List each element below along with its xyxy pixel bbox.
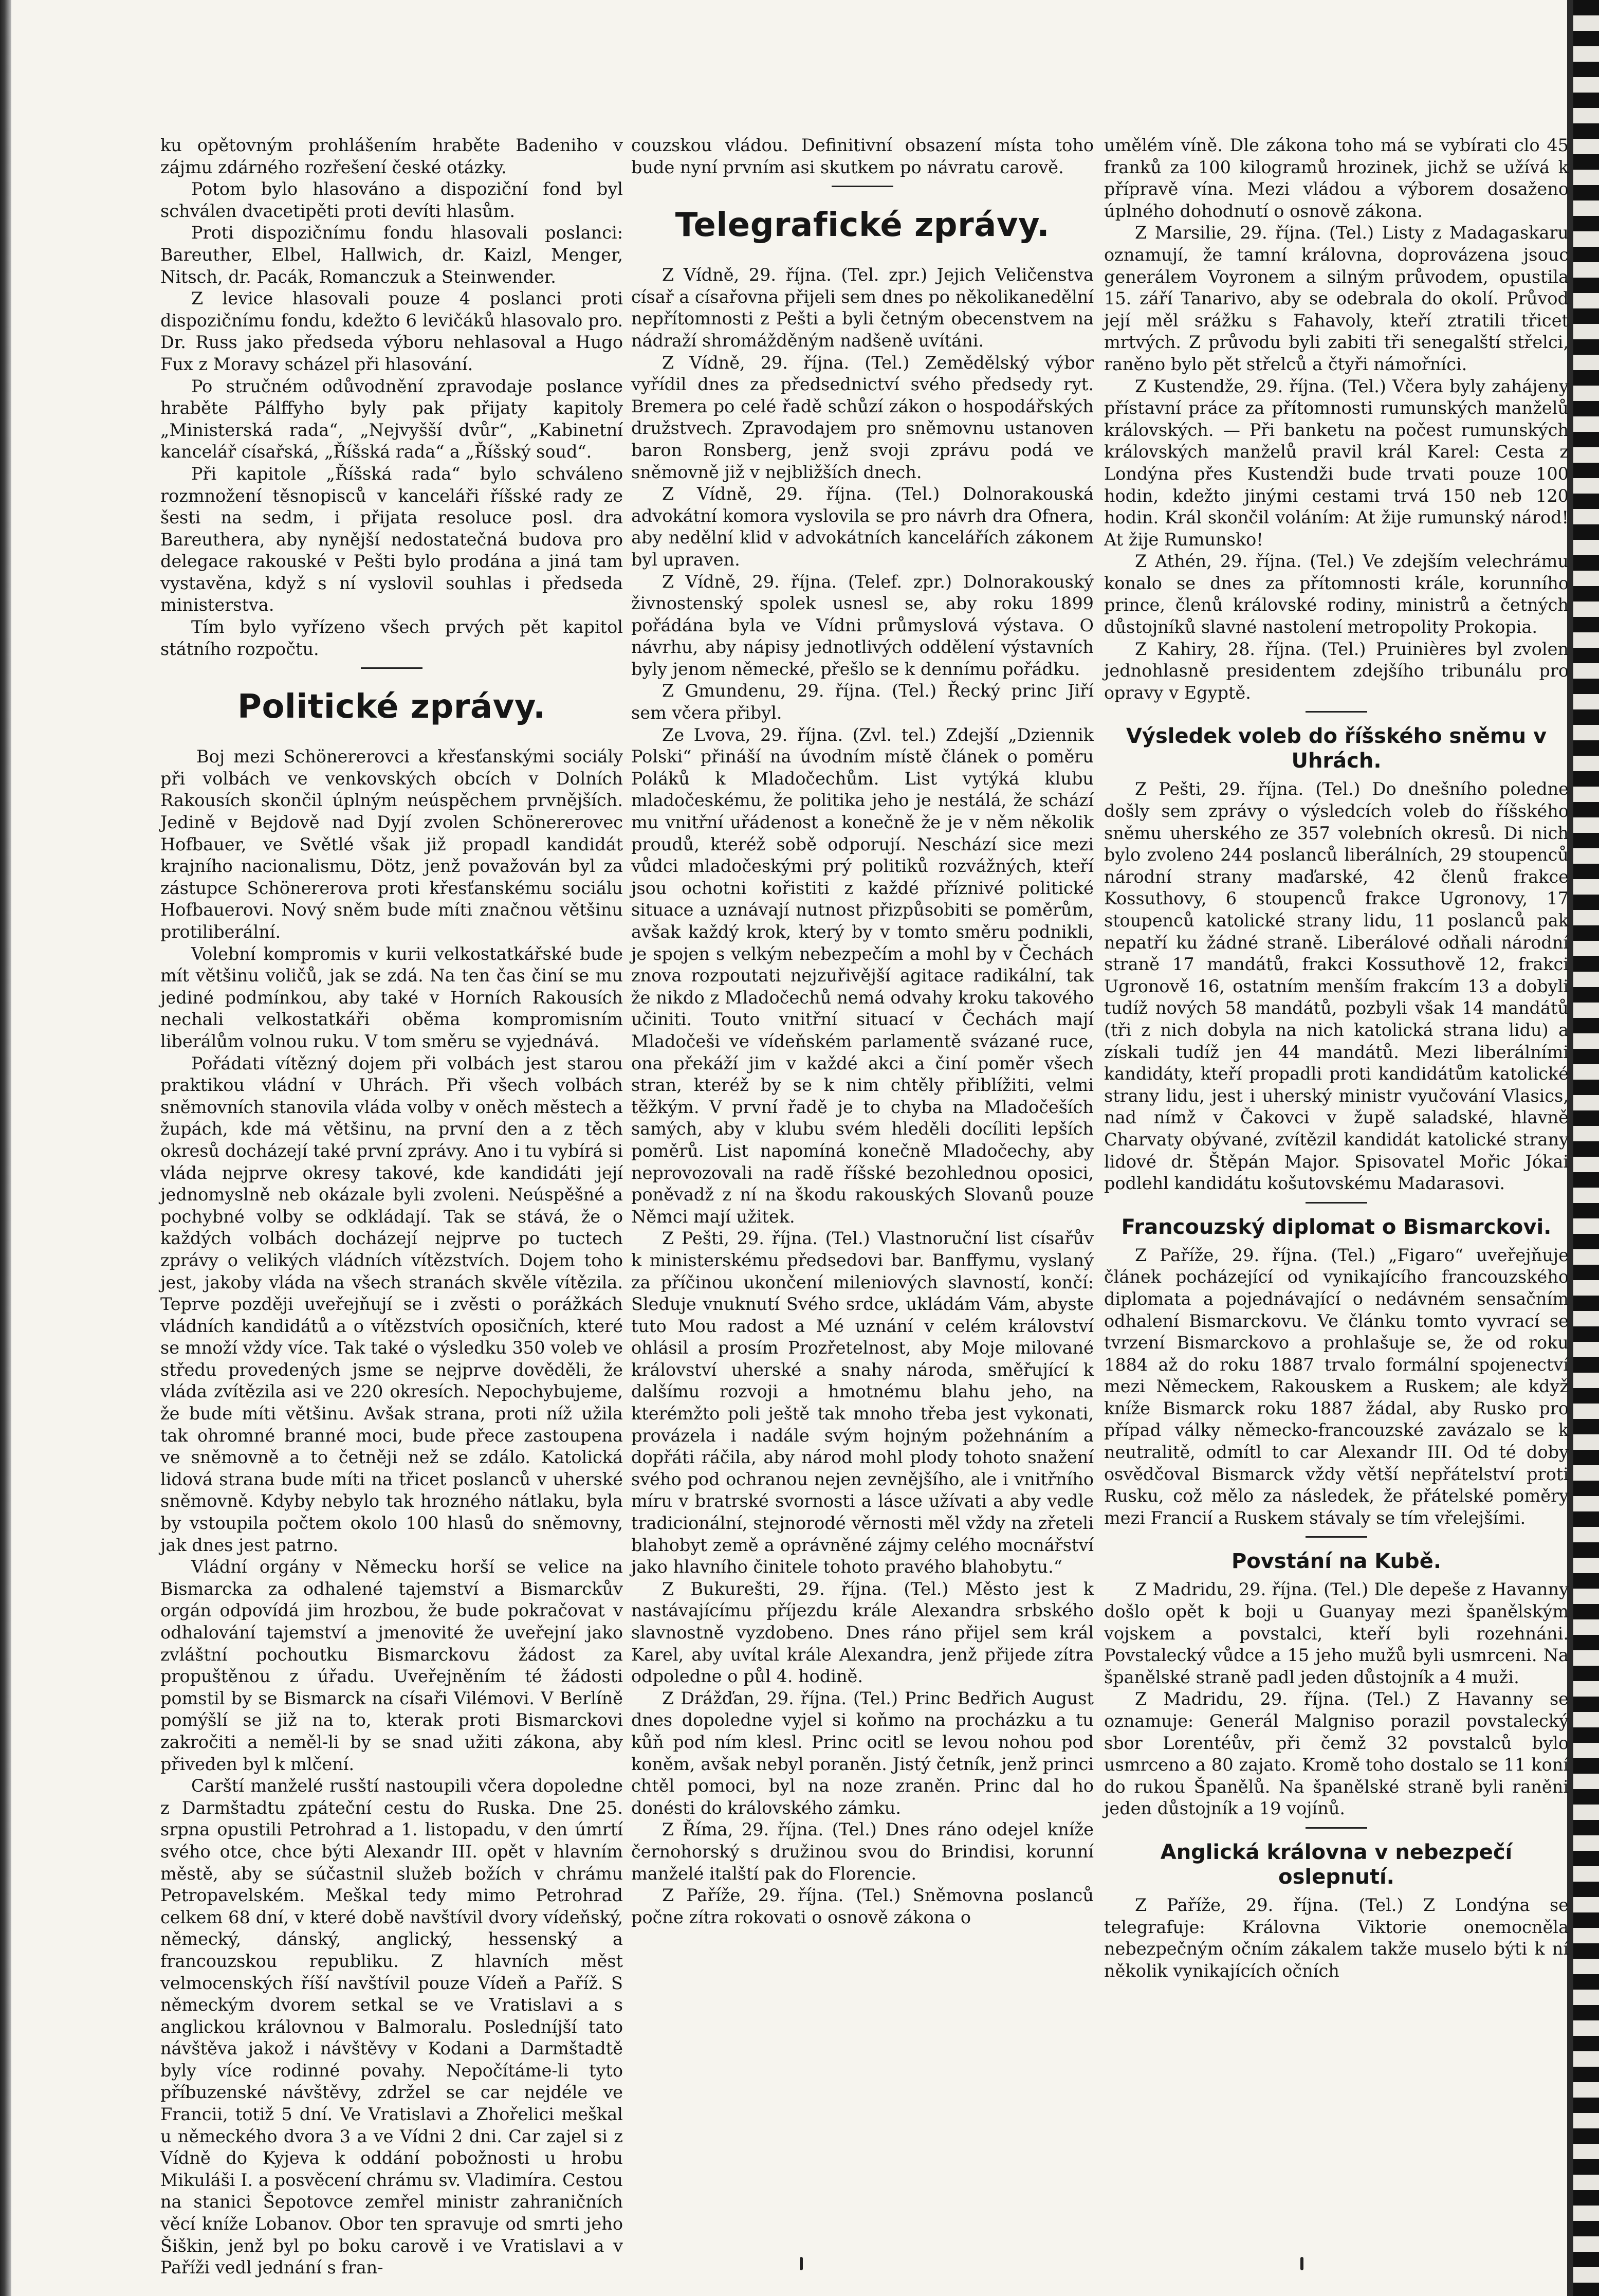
paragraph: Z Vídně, 29. října. (Tel.) Zemědělský výbor vyřídil dnes za předsednictví svého předsedy ryt. Bremera po celé řadě schůzí zákon o hospodářských družstvech. Zpravodajem pro sněmovnu ustanoven baron Ronsberg, jenž svoji zprávu podá ve sněmovně již v nejbližších dnech.	[631, 352, 1094, 482]
paragraph: ku opětovným prohlášením hraběte Badeniho v zájmu zdárného rozřešení české otázky.	[160, 135, 623, 177]
paragraph: Boj mezi Schönererovci a křesťanskými sociály při volbách ve venkovských obcích v Dolních Rakousích skončil úplným neúspěchem prvnějších. Jedině v Bejdově nad Dyjí zvolen Schönererovec Hofbauer, ve Světlé však již propadl kandidát krajního nacionalismu, Dötz, jenž považován byl za zástupce Schönererova proti křesťanskému sociálu Hofbauerovi. Nový sněm bude míti značnou většinu protiliberální.	[160, 746, 623, 942]
paragraph: Z Říma, 29. října. (Tel.) Dnes ráno odejel kníže černohorský s družinou svou do Brindisi, korunní manželé italští pak do Florencie.	[631, 1819, 1094, 1884]
paragraph: Z Paříže, 29. října. (Tel.) „Figaro“ uveřejňuje článek pocházející od vynikajícího francouzského diplomata a pojednávající o nedávném sensačním odhalení Bismarckovu. Ve článku tomto vyvrací se tvrzení Bismarckovo a prohlašuje se, že od roku 1884 až do roku 1887 trvalo formální spojenectví mezi Německem, Rakouskem a Ruskem; ale když kníže Bismarck roku 1887 žádal, aby Rusko pro případ války německo-francouzské zavázalo se k neutralitě, odmítl to car Alexandr III. Od té doby osvědčoval Bismarck vždy větší nepřátelství proti Rusku, což mělo za následek, že přátelské poměry mezi Francií a Ruskem stávaly se tím vřelejšími.	[1104, 1245, 1569, 1528]
section-title-telegraficke-zpravy: Telegrafické zprávy.	[675, 206, 1050, 245]
paragraph: umělém víně. Dle zákona toho má se vybírati clo 45 franků za 100 kilogramů hrozinek, jichž se užívá k přípravě vína. Mezi vládou a výborem dosaženo úplného dohodnutí o osnově zákona.	[1104, 135, 1569, 221]
paragraph: Z Vídně, 29. října. (Telef. zpr.) Dolnorakouský živnostenský spolek usnesl se, aby roku 1899 pořádána byla ve Vídni průmyslová výstava. O návrhu, aby nápisy jednotlivých oddělení výstavních byly jenom německé, přešlo se k dennímu pořádku.	[631, 571, 1094, 679]
paragraph: Z Madridu, 29. října. (Tel.) Z Havanny se oznamuje: Generál Malgniso porazil povstalecký sbor Lorentéův, při čemž 32 povstalců bylo usmrceno a 80 zajato. Kromě toho dostalo se 11 koní do rukou Španělů. Na španělské straně byli raněni jeden důstojník a 19 vojínů.	[1104, 1689, 1569, 1819]
section-title-politicke-zpravy: Politické zprávy.	[237, 688, 546, 726]
heading-francouzsky-diplomat: Francouzský diplomat o Bismarckovi.	[1121, 1215, 1552, 1239]
paragraph: Potom bylo hlasováno a dispoziční fond byl schválen dvacetipěti proti devíti hlasům.	[160, 179, 623, 221]
heading-povstani-na-kube: Povstání na Kubě.	[1231, 1550, 1442, 1574]
scan-mark	[1300, 2257, 1303, 2270]
paragraph: Proti dispozičnímu fondu hlasovali poslanci: Bareuther, Elbel, Hallwich, dr. Kaizl, Menger, Nitsch, dr. Pacák, Romanczuk a Steinwender.	[160, 223, 623, 287]
paragraph: Po stručném odůvodnění zpravodaje poslance hraběte Pálffyho byly pak přijaty kapitoly „Ministerská rada“, „Nejvyšší dvůr“, „Kabinetní kancelář císařská, „Říšská rada“ a „Říšský soud“.	[160, 376, 623, 462]
paragraph: Z Drážďan, 29. října. (Tel.) Princ Bedřich August dnes dopoledne vyjel si koňmo na procházku a tu kůň pod ním klesl. Princ ocitl se levou nohou pod koněm, avšak nebyl poraněn. Jistý četník, jenž princi chtěl pomoci, byl na noze zraněn. Princ dal ho donésti do královského zámku.	[631, 1688, 1094, 1818]
paragraph: couzskou vládou. Definitivní obsazení místa toho bude nyní prvním asi skutkem po návratu carově.	[631, 135, 1094, 177]
scan-left-edge	[0, 0, 11, 2296]
scan-right-edge	[1573, 0, 1599, 2296]
scan-footer-marks	[0, 2257, 1599, 2277]
paragraph: Z Kustendže, 29. října. (Tel.) Včera byly zahájeny přístavní práce za přítomnosti rumunských manželů královských. — Při banketu na počest rumunských královských manželů pravil král Karel: Cesta z Londýna přes Kustendži bude trvati pouze 100 hodin, kdežto jinými cestami trvá 150 neb 120 hodin. Král skončil voláním: At žije rumunský národ! At žije Rumunsko!	[1104, 376, 1569, 550]
paragraph: Tím bylo vyřízeno všech prvých pět kapitol státního rozpočtu.	[160, 617, 623, 659]
paragraph: Pořádati vítězný dojem při volbách jest starou praktikou vládní v Uhrách. Při všech volbách sněmovních stanovila vláda volby v oněch městech a župách, kde má většinu, na první den a z těch okresů docházejí také první zprávy. Ano i tu vybírá si vláda nejprve okresy takové, kde kandidáti její jednomyslně neb okázale byli zvoleni. Neúspěšné a pochybné volby se odkládají. Tak se stává, že o každých volbách docházejí nejprve po tuctech zprávy o velikých vládních vítězstvích. Dojem toho jest, jakoby vláda na všech stranách skvěle vítězila. Teprve později uveřejňují se i zvěsti o porážkách vládních kandidátů a o vítězstvích oposičních, které se množí vždy více. Tak také o výsledku 350 voleb ve středu provedených jsme se nejprve dověděli, že vláda zvítězila asi ve 220 okresích. Nepochybujeme, že bude míti většinu. Avšak strana, proti níž užila tak ohromné branné moci, bude přece zastoupena ve sněmovně a to četněji než se zdálo. Katolická lidová strana bude míti na třicet poslanců v uherské sněmovně. Kdyby nebylo tak hrozného nátlaku, byla by vstoupila počtem okolo 100 hlasů do sněmovny, jak dnes jest patrno.	[160, 1053, 623, 1555]
divider	[361, 667, 422, 669]
paragraph: Z Athén, 29. října. (Tel.) Ve zdejším velechrámu konalo se dnes za přítomnosti krále, korunního prince, členů královské rodiny, ministrů a četných důstojníků slavné nastolení metropolity Prokopia.	[1104, 551, 1569, 637]
paragraph: Z Pešti, 29. října. (Tel.) Do dnešního poledne došly sem zprávy o výsledcích voleb do říšského sněmu uherského ze 357 volebních okresů. Di nich bylo zvoleno 244 poslanců liberálních, 29 stoupenců národní strany maďarské, 42 členů frakce Kossuthovy, 6 stoupenců frakce Ugronovy, 17 stoupenců katolické strany lidu, 11 poslanců pak nepatří ku žádné straně. Liberálové odňali národní straně 17 mandátů, frakci Kossuthově 12, frakci Ugronově 16, ostatním menším frakcím 13 a dobyli tudíž nových 58 mandátů, pozbyli však 14 mandátů (tři z nich dobyla na nich katolická strana lidu) a získali tudíž jen 44 mandátů. Mezi liberálními kandidáty, kteří propadli proti kandidátům katolické strany lidu, jest i uherský ministr vyučování Vlasics, nad nímž v Čakovci v župě saladské, hlavně Charvaty obývané, zvítězil kandidát katolické strany lidové dr. Štěpán Major. Spisovatel Mořic Jókai podlehl kandidátu košutovskému Madarasovi.	[1104, 779, 1569, 1194]
paragraph: Z Marsilie, 29. října. (Tel.) Listy z Madagaskaru oznamují, že tamní královna, doprovázena jsouc generálem Voyronem a silným průvodem, opustila 15. září Tanarivo, aby se odebrala do okolí. Průvod její měl srážku s Fahavoly, kteří ztratili třicet mrtvých. Z průvodu byli zabiti tři senegalští střelci, raněno bylo pět střelců a čtyři námořníci.	[1104, 223, 1569, 374]
column-3	[1104, 135, 1569, 2171]
paragraph: Z Vídně, 29. října. (Tel.) Dolnorakouská advokátní komora vyslovila se pro návrh dra Ofnera, aby nedělní klid v advokátních kancelářích zákonem byl upraven.	[631, 484, 1094, 570]
paragraph: Z Pešti, 29. října. (Tel.) Vlastnoruční list císařův k ministerskému předsedovi bar. Banffymu, vyslaný za příčinou ukončení mileniových slavností, končí: Sleduje vnuknutí Svého srdce, ukládám Vám, abyste tuto Mou radost a Mé uznání v celém království ohlásil a prosím Prozřetelnost, aby Moje milované království uherské a snahy národa, směřující k dalšímu rozvoji a hmotnému blahu jeho, na kterémžto poli ještě tak mnoho třeba jest vykonati, provázela i nadále svým hojným požehnáním a dopřáti ráčila, aby národ mohl plody tohoto snažení svého pod ochranou nejen zevnějšího, ale i vnitřního míru v bratrské svornosti a lásce užívati a aby vedle tradicionální, stejnorodé věrnosti měl vždy na zřeteli blahobyt země a oprávněné zájmy celého mocnářství jako hlavního činitele tohoto pravého blahobytu.“	[631, 1228, 1094, 1577]
column-1	[160, 135, 623, 2278]
paragraph: Z levice hlasovali pouze 4 poslanci proti dispozičnímu fondu, kdežto 6 levičáků hlasovalo pro. Dr. Russ jako předseda výboru nehlasoval a Hugo Fux z Moravy scházel při hlasování.	[160, 288, 623, 374]
paragraph: Ze Lvova, 29. října. (Zvl. tel.) Zdejší „Dziennik Polski“ přináší na úvodním místě článek o poměru Poláků k Mladočechům. List vytýká klubu mladočeskému, že politika jeho je nestálá, že schází mu vnitřní uřádenost a konečně že je v něm několik proudů, kteréž sobě odporují. Neschází sice mezi vůdci mladočeskými prý politiků rozvážných, kteří jsou ochotni kořistiti z každé příznivé politické situace a uznávají nutnost přizpůsobiti se poměrům, avšak každý krok, který by v tomto směru podnikli, je spojen s velkým nebezpečím a mohl by v Čechách znova rozpoutati nejzuřivější agitace radikální, tak že nikdo z Mladočechů nemá odvahy kroku takového učiniti. Touto vnitřní situací v Čechách mají Mladočeši ve vídeňském parlamentě svázané ruce, ona překáží jim v každé akci a činí poměr všech stran, kteréž by se k nim chtěly přiblížiti, velmi těžkým. V první řadě je to chyba na Mladočeších samých, aby v klubu svém hleděli docíliti lepších poměrů. List napomíná konečně Mladočechy, aby neprovozovali na radě říšské bezohlednou oposici, poněvadž z ní na škodu rakouských Slovanů pouze Němci mají užitek.	[631, 724, 1094, 1227]
divider	[1306, 711, 1367, 713]
column-2	[631, 135, 1094, 2171]
scan-mark	[800, 2257, 803, 2270]
divider	[1306, 1202, 1367, 1204]
paragraph: Z Vídně, 29. října. (Tel. zpr.) Jejich Veličenstva císař a císařovna přijeli sem dnes po několikanedělní nepřítomnosti z Pešti a byli četným obecenstvem na nádraží shromážděným nadšeně uvítáni.	[631, 265, 1094, 351]
paragraph: Při kapitole „Říšská rada“ bylo schváleno rozmnožení těsnopisců v kanceláři říšské rady ze šesti na sedm, i přijata resoluce posl. dra Bareuthera, aby nynější nedostatečná budova pro delegace rakouské v Pešti bylo prodána a jiná tam vystavěna, když s ní vyslovil souhlas i předseda ministerstva.	[160, 463, 623, 615]
paragraph: Z Madridu, 29. října. (Tel.) Dle depeše z Havanny došlo opět k boji u Guanyay mezi španělským vojskem a povstalci, kteří byli rozehnáni. Povstalecký vůdce a 15 jeho mužů byli usmrceni. Na španělské straně padl jeden důstojník a 4 muži.	[1104, 1579, 1569, 1687]
paragraph: Carští manželé rusští nastoupili včera dopoledne z Darmštadtu zpáteční cestu do Ruska. Dne 25. srpna opustili Petrohrad a 1. listopadu, v den úmrtí svého otce, chce býti Alexandr III. opět v hlavním městě, aby se súčastnil služeb božích v chrámu Petropavelském. Meškal tedy mimo Petrohrad celkem 68 dní, v které době navštívil dvory vídeňský, německý, dánský, anglický, hessenský a francouzskou republiku. Z hlavních měst velmocenských říší navštívil pouze Vídeň a Paříž. S německým dvorem setkal se ve Vratislavi a s anglickou královnou v Balmoralu. Posledníjší tato návštěva jakož i návštěvy v Kodani a Darmštadtě byly více rodinné povahy. Nepočítáme-li tyto příbuzenské návštěvy, zdržel se car nejdéle ve Francii, totiž 5 dní. Ve Vratislavi a Zhořelici meškal u německého dvora 3 a ve Vídni 2 dni. Car zajel si z Vídně do Kyjeva k oddání pobožnosti u hrobu Mikuláši I. a posvěcení chrámu sv. Vladimíra. Cestou na stanici Šepotovce zemřel ministr zahraničních věcí kníže Lobanov. Obor ten spravuje od smrti jeho Šiškin, jenž byl po boku carově i ve Vratislavi a v Paříži vedl jednání s fran-	[160, 1776, 623, 2278]
heading-vysledek-voleb: Výsledek voleb do říšského sněmu v Uhrách.	[1126, 724, 1547, 773]
paragraph: Z Paříže, 29. října. (Tel.) Sněmovna poslanců počne zítra rokovati o osnově zákona o	[631, 1885, 1094, 1927]
paragraph: Z Gmundenu, 29. října. (Tel.) Řecký princ Jiří sem včera přibyl.	[631, 681, 1094, 723]
heading-anglicka-kralovna: Anglická královna v nebezpečí oslepnutí.	[1160, 1840, 1513, 1889]
divider	[1306, 1536, 1367, 1538]
paragraph: Volební kompromis v kurii velkostatkářské bude mít většinu voličů, jak se zdá. Na ten čas činí se mu jediné podmínkou, aby také v Horních Rakousích nechali velkostatkáři oběma kompromisním liberálům volnou ruku. V tom směru se vyjednává.	[160, 943, 623, 1051]
divider	[1306, 1827, 1367, 1829]
paragraph: Z Paříže, 29. října. (Tel.) Z Londýna se telegrafuje: Královna Viktorie onemocněla nebezpečným očním zákalem takže muselo býti k ní několik vynikajících očních	[1104, 1894, 1569, 1981]
paragraph: Z Bukurešti, 29. října. (Tel.) Město jest k nastávajícímu příjezdu krále Alexandra srbského slavnostně vyzdobeno. Dnes ráno přijel sem král Karel, aby uvítal krále Alexandra, jenž přijede zítra odpoledne o půl 4. hodině.	[631, 1578, 1094, 1687]
paragraph: Z Kahiry, 28. října. (Tel.) Pruinières byl zvolen jednohlasně presidentem zdejšího tribunálu pro opravy v Egyptě.	[1104, 639, 1569, 703]
divider	[832, 186, 893, 187]
paragraph: Vládní orgány v Německu horší se velice na Bismarcka za odhalené tajemství a Bismarckův orgán odpovídá jim hrozbou, že bude pokračovat v odhalování tajemství a jmenovité že uveřejní jako zvláštní pochoutku Bismarckovu žádost za propuštěnou z úřadu. Uveřejněním té žádosti pomstil by se Bismarck na císaři Vilémovi. V Berlíně pomýšlí se již na to, kterak proti Bismarckovi zakročiti a neměl-li by se snad užiti zákona, aby přiveden byl k mlčení.	[160, 1557, 623, 1774]
